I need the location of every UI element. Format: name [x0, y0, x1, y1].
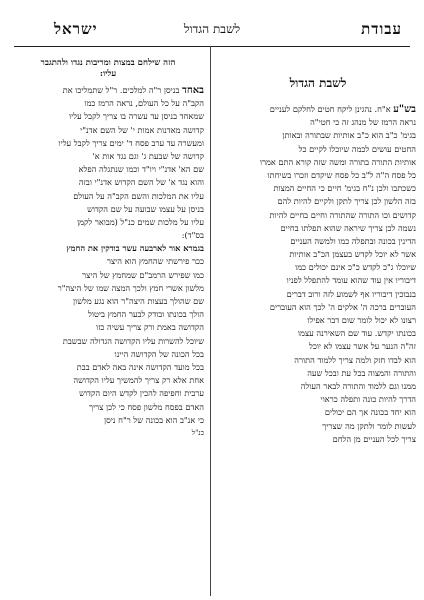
text-line: אחת אלא רק צריך להמשיך עליו הקדושה	[73, 375, 204, 386]
left-lead-word: באחד	[182, 85, 204, 96]
text-line: לעשות לומר ולתקן מה שצריך	[322, 420, 416, 431]
text-line: בזה הלשון לכן צריך לתקן ולקיים להיות להם	[277, 196, 416, 207]
text-line: העוברים ברכה ה' אלקים ה' לכך הוא העוברים	[269, 301, 416, 312]
text-line: ומעשרה עד ערב פסח ד' ימים צריך לקבל עליו	[58, 137, 204, 148]
left-first-line-text: בניסן ר"ה למלכים. ר"ל שתמליכו את	[62, 85, 183, 95]
intro-line: עליו:	[99, 69, 117, 79]
text-line: הולך בכונתו ובודק לבער החמץ ביטול	[88, 309, 204, 320]
text-line: בגמרא אור לארבעה עשר בודקין את החמץ	[66, 243, 204, 254]
text-line: קדושה של שבעת ג' וגם נגד אות א'	[92, 150, 204, 161]
text-line: ערבית וחפיפה להכין לקדש היום הקדוש	[79, 388, 204, 399]
text-line: האדם בפסח מלשון פסח כי לכן צריך	[88, 401, 204, 412]
text-line: הקב"ה על כל העולם, נראה הרמז כמו	[84, 98, 204, 109]
column-divider	[210, 46, 211, 596]
text-line: הקדושה באמת ורק צריך עשיה כזו	[96, 322, 204, 333]
right-column	[220, 48, 416, 446]
text-line: עליו את המלכות והשם הקב"ה על העולם	[73, 190, 204, 201]
text-line: בנבוכין דיבוריו אף לשמוע לזה ורוב דברים	[286, 288, 416, 299]
right-first-line	[220, 103, 416, 116]
text-line: רצונו לא יכול לומר שום דבר אפילו	[307, 315, 416, 325]
right-first-line-text: א"ח. נהגינן ליקח חטים לחלקם לעניים	[269, 104, 394, 114]
left-column-body	[12, 97, 204, 427]
text-line: בס"ד):	[181, 230, 204, 241]
text-line: בניסן על עצמו שבועה על שם הקדוש	[87, 203, 204, 214]
text-line: הוא לבדו חזק ולמה צריך ללמוד התורה	[294, 354, 416, 365]
text-line: מלשון אשרי חמץ ולכך המצה שמו של היצה"ר	[57, 282, 204, 293]
text-line: בכונתו יקדש. עוד שם השאירנה עצמו	[297, 328, 416, 339]
left-column	[12, 48, 204, 437]
text-line: כמו שפירש הרמב"ם שמחמץ של היצר	[82, 269, 204, 280]
text-line: עליו על מלכות שמים כנ"ל (מבואר לקמן	[77, 216, 204, 227]
left-intro	[20, 58, 196, 80]
text-line: והוא נגד א' של השם הקדוש אדנ"י ובזה	[78, 177, 204, 188]
text-line: בכל הכונה של הקדושה היינו	[114, 348, 204, 359]
intro-line: הזה שילחם במצות ומריבות נגדו ולהתגבר	[40, 58, 176, 68]
text-line: דיבוריו אין עוד שהוא עומד להתפלל לפניו	[286, 275, 416, 286]
header-book-title-right: עבודת	[361, 20, 402, 38]
right-column-body	[220, 116, 416, 446]
text-line: הדינין בכונה ובתפלה כמו ולמשה העניים	[290, 235, 416, 246]
text-line: קדושים וכו התורה שהתורה וחיים בחיים להיות	[269, 209, 416, 220]
text-line: בכל מועד הקדושה אינה באה לאדם בבת	[76, 361, 204, 372]
text-line: והתורה והמצוה בכל עת ובכל שעה	[307, 367, 416, 378]
text-line: צריך לכל העניים מן הלחם	[332, 433, 416, 444]
text-line: נראה הרמז של מנהג זה כי חטי"ה	[310, 117, 416, 128]
text-line: החטים עושים לכמה שיוכלו לקיים כל	[298, 143, 416, 154]
text-line: הדרך להיות כונה ותפלה כראוי	[320, 394, 416, 405]
left-footnote: כנ"ל	[191, 428, 204, 437]
text-line: שמאחד בניסן עד עשרה בו צריך לקבל עליו	[68, 111, 204, 122]
text-line: שם שהולך בעצות היצה"ר הוא נגע מלשון	[73, 296, 204, 306]
text-line: ממנו וגם ללמוד והתורה לבאר העולה	[300, 380, 416, 391]
header-book-title-left: ישראל	[54, 20, 98, 38]
text-line: קדושה מאדנות אמות י' של השם אדנ"י	[80, 124, 204, 135]
text-line: אותיות התורה בתורה ומשה שזה קורא התם אמרו	[259, 156, 416, 167]
right-lead-word: בש"ע	[393, 104, 416, 115]
text-line: הוא יחד בכונה אך הם יכולים	[324, 407, 416, 418]
text-line: נשמה לכן צריך שיראה שהוא תפלתו בחיים	[280, 222, 416, 233]
left-first-line	[12, 84, 204, 97]
running-header	[14, 16, 410, 47]
text-line: ככר פירשתי שהחמץ הוא היצר	[106, 256, 204, 267]
text-line: שיוכל להשרות עליו הקדושה הגדולה שבשבת	[62, 335, 204, 346]
text-line: שם הא' אדנ"י ויו"ד וכמו שנתגלה הפלא	[78, 164, 204, 175]
text-line: זה"ה הנער על אשר עצמו לא יוכל	[309, 341, 416, 352]
right-column-heading: לשבת הגדול	[289, 76, 347, 90]
text-line: בגימ' כ"ב הוא כ"ב אותיות שבתורה ובאותן	[282, 130, 416, 141]
header-section-title: לשבת הגדול	[183, 22, 241, 36]
text-line: שיוכלו ג"כ לקדש כ"כ אינם יכולים כמו	[295, 262, 416, 273]
text-line: כי אנ"ב הוא בכונה של ר"ח ניסן	[104, 414, 204, 425]
text-line: אשר לא יוכל לקדש בעצמן הכ"ב אותיות	[289, 249, 416, 260]
text-line: כשכתבו ולכן נ"ח בגימ' חיים כי החיים המצות	[273, 183, 416, 194]
text-line: כל פסח ה"ה ל"ב כל פסח שיקדם וזכרו בשיחתו	[267, 169, 416, 180]
